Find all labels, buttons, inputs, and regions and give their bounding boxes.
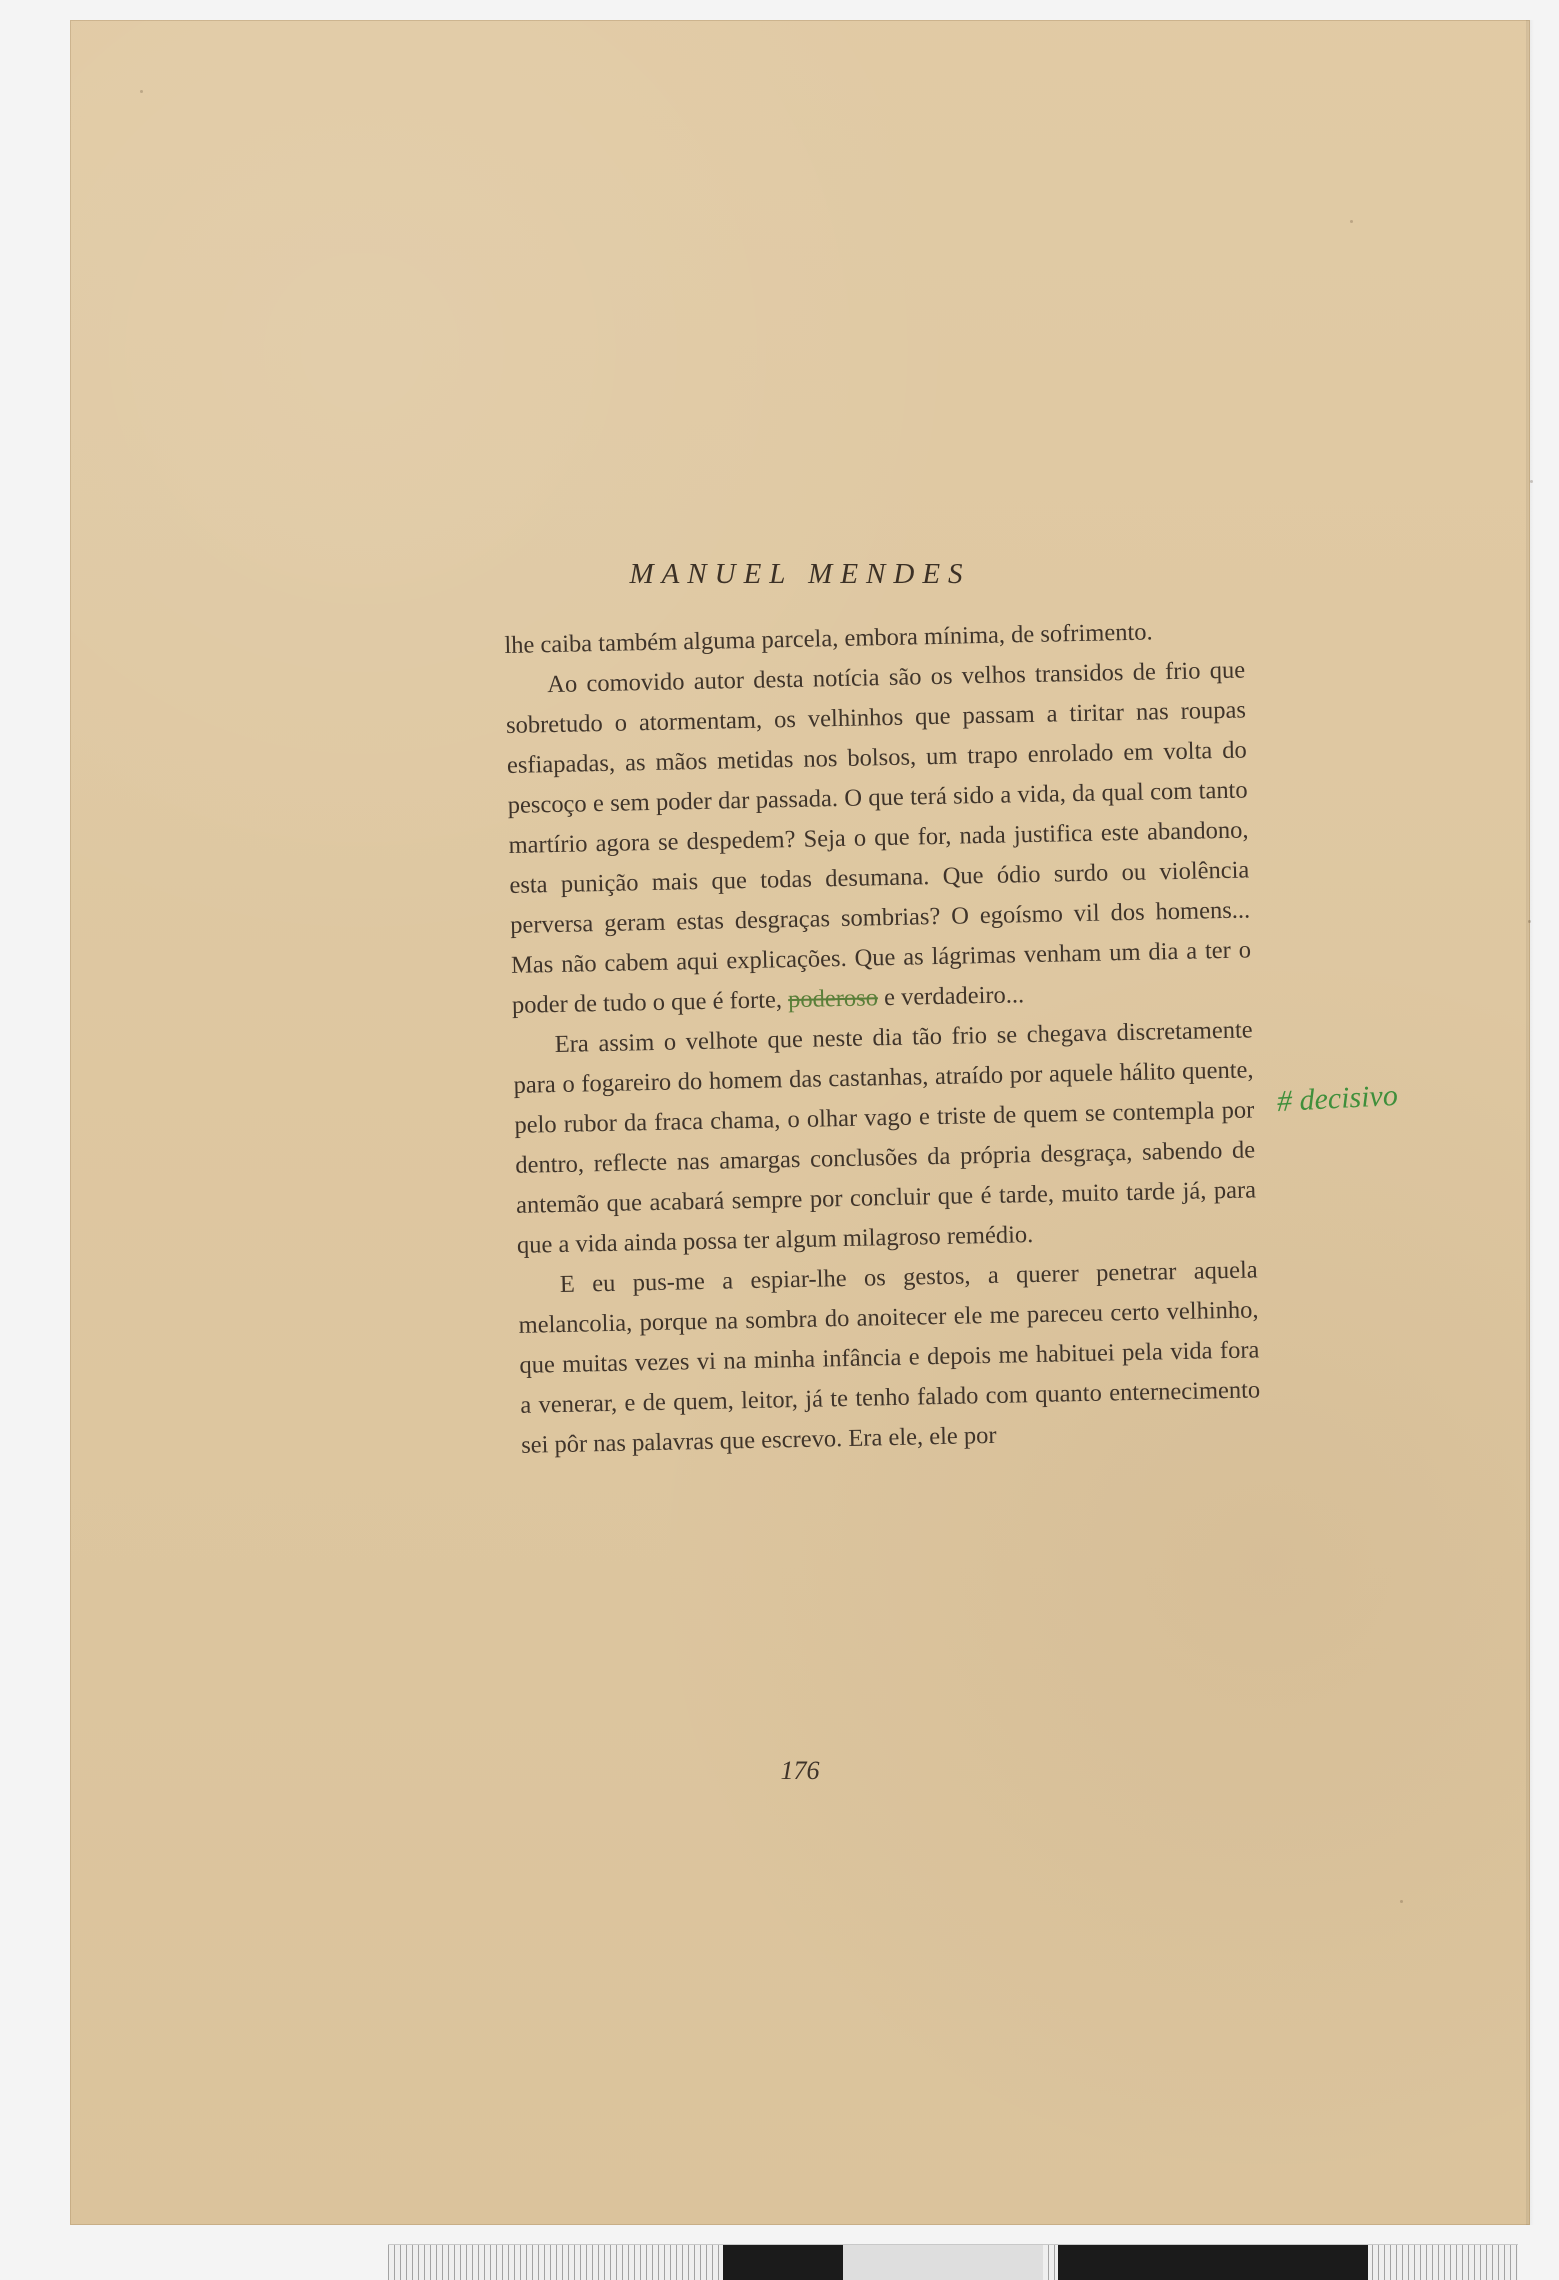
paragraph-3: Era assim o velhote que neste dia tão frio se chegava discretamente para o fogareiro do homem das castanhas, atraído por aquele hálito quente, pelo rubor da fraca chama, o olhar vago e triste de quem se contempla por dentro, reflecte nas amargas conclusões da própria desgraça, sabendo de antemão que acabará sempre por concluir que é tarde, muito tarde já, para que a vida ainda possa ter algum milagroso remédio. (513, 1016, 1257, 1259)
paper-speck (1530, 480, 1533, 483)
paragraph-2-ending: e verdadeiro... (883, 981, 1025, 1012)
paper-speck (140, 90, 143, 93)
paper-speck (1400, 1900, 1403, 1903)
ruler-gray-block (843, 2245, 1043, 2280)
paragraph-1: lhe caiba também alguma parcela, embora mínima, de sofrimento. (504, 618, 1153, 659)
paper-speck (1528, 920, 1531, 923)
paper-speck (1350, 220, 1353, 223)
running-header: MANUEL MENDES (629, 558, 971, 590)
document-page (70, 20, 1530, 2225)
page-number: 176 (780, 1756, 820, 1785)
paragraph-2-text: Ao comovido autor desta notícia são os velhos transidos de frio que sobretudo o atormentam, os velhinhos que passam a tiritar nas roupas esfiapadas, as mãos metidas nos bolsos, um trapo enrolado em volta do pescoço e sem poder dar passada. O que terá sido a vida, da qual com tanto martírio agora se despedem? Seja o que for, nada justifica este abandono, esta punição mais que todas desumana. Que ódio surdo ou violência perversa geram estas desgraças sombrias? O egoísmo vil dos homens... Mas não cabem aqui explicações. Que as lágrimas venham um dia a ter o poder de tudo o que é forte, (505, 656, 1252, 1019)
measurement-ruler (388, 2244, 1518, 2280)
body-text (504, 611, 1261, 1466)
paragraph-2 (505, 650, 1252, 1025)
paragraph-4: E eu pus-me a espiar-lhe os gestos, a querer penetrar aquela melancolia, porque na sombra do anoitecer ele me pareceu certo velhinho, que muitas vezes vi na minha infância e depois me habituei pela vida fora a venerar, e de quem, leitor, já te tenho falado com quanto enternecimento sei pôr nas palavras que escrevo. Era ele, ele por (518, 1256, 1261, 1459)
margin-note: # decisivo (1276, 1078, 1399, 1119)
ruler-black-block (723, 2245, 843, 2280)
ruler-black-block (1058, 2245, 1368, 2280)
struck-word: poderoso (787, 984, 879, 1014)
